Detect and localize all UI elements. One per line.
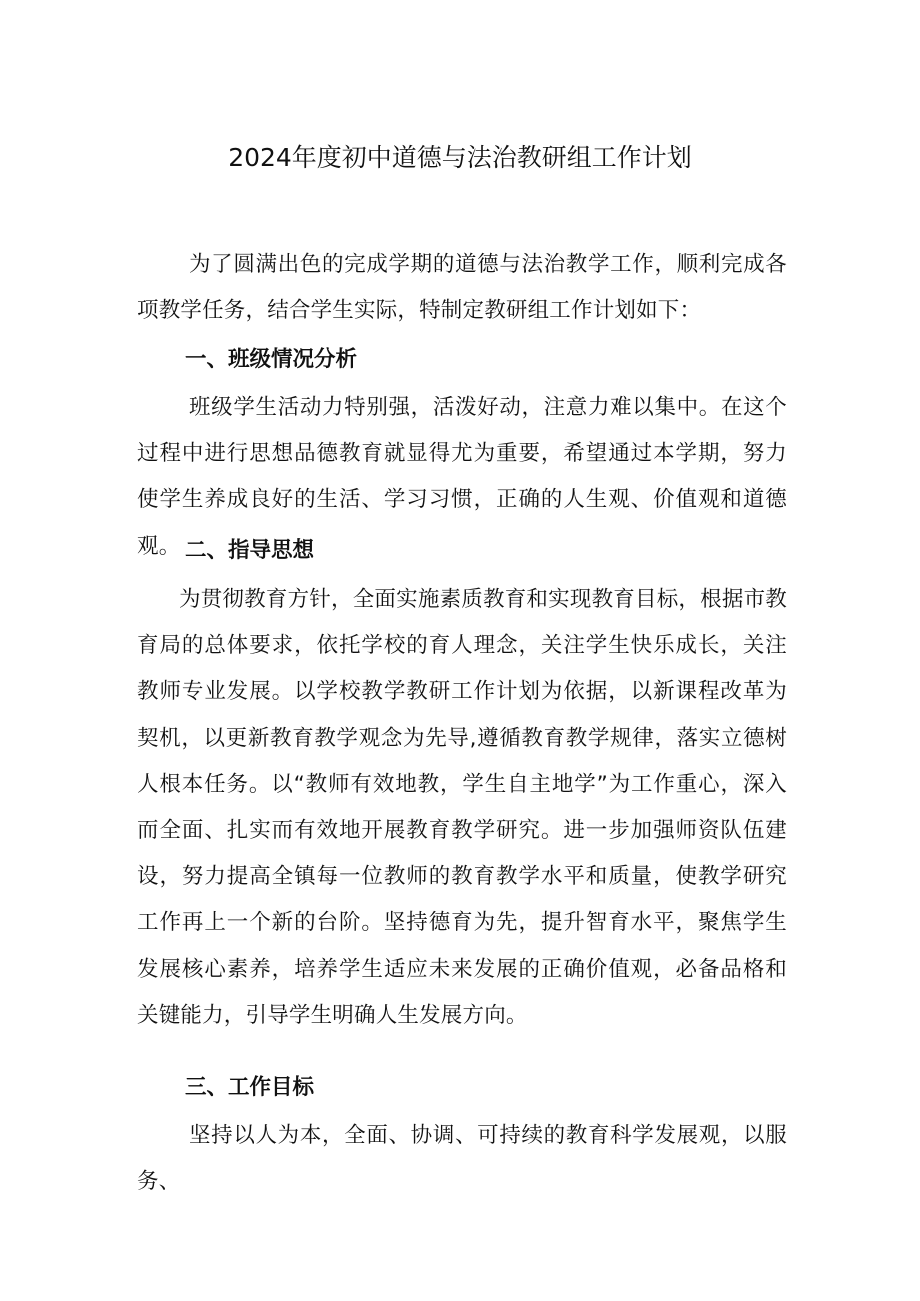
section-heading-guiding-ideology: 二、指导思想	[185, 538, 315, 563]
section-paragraph-work-goals: 坚持以人为本，全面、协调、可持续的教育科学发展观，以服务、	[137, 1123, 787, 1195]
section-heading-class-analysis: 一、班级情况分析	[185, 347, 358, 372]
section-paragraph-guiding-ideology: 为贯彻教育方针，全面实施素质教育和实现教育目标，根据市教育局的总体要求，依托学校的育人理念，关注学生快乐成长，关注教师专业发展。以学校教学教研工作计划为依据，以新课程改革为契机，以更新教育教学观念为先导,遵循教育教学规律，落实立德树人根本任务。以“教师有效地教，学生自主地学”为工作重心，深入而全面、扎实而有效地开展教育教学研究。进一步加强师资队伍建设，努力提高全镇每一位教师的教育教学水平和质量，使教学研究工作再上一个新的台阶。坚持德育为先，提升智育水平，聚焦学生发展核心素养，培养学生适应未来发展的正确价值观，必备品格和关键能力，引导学生明确人生发展方向。	[137, 587, 787, 1028]
intro-paragraph: 为了圆满出色的完成学期的道德与法治教学工作，顺利完成各项教学任务，结合学生实际，特制定教研组工作计划如下：	[137, 252, 787, 324]
section-heading-work-goals: 三、工作目标	[185, 1075, 315, 1100]
section-paragraph-class-analysis: 班级学生活动力特别强，活泼好动，注意力难以集中。在这个过程中进行思想品德教育就显得尤为重要，希望通过本学期，努力使学生养成良好的生活、学习习惯，正确的人生观、价值观和道德观。	[137, 395, 787, 559]
document-title: 2024年度初中道德与法治教研组工作计划	[228, 143, 692, 172]
